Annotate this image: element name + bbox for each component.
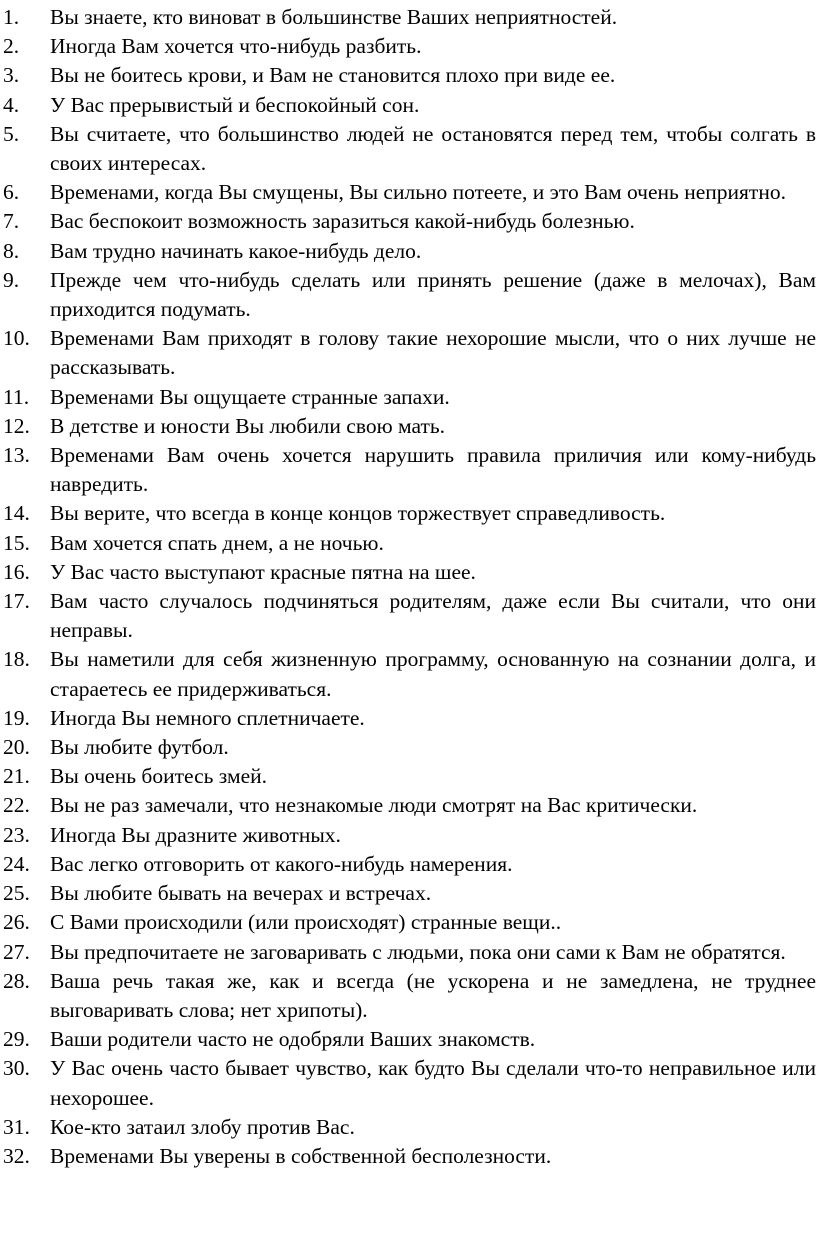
- question-text: Временами Вы ощущаете странные запахи.: [50, 384, 450, 409]
- question-item: [0, 1025, 816, 1054]
- question-item: [0, 879, 816, 908]
- question-text: Вы любите футбол.: [50, 735, 229, 760]
- question-text: Вас легко отговорить от какого-нибудь намерения.: [50, 851, 513, 876]
- question-number: 8.: [3, 238, 20, 263]
- question-text: Временами Вам приходят в голову такие нехорошие мысли, что о них лучше не рассказывать.: [50, 326, 816, 380]
- question-text: В детстве и юности Вы любили свою мать.: [50, 413, 446, 438]
- question-number: 27.: [3, 939, 30, 964]
- question-text: У Вас прерывистый и беспокойный сон.: [50, 92, 420, 117]
- question-text: Вы не раз замечали, что незнакомые люди смотрят на Вас критически.: [50, 793, 698, 818]
- question-number: 17.: [3, 589, 30, 614]
- question-text: Прежде чем что-нибудь сделать или принять решение (даже в мелочах), Вам приходится подумать.: [50, 267, 816, 322]
- question-text: Вам хочется спать днем, а не ночью.: [50, 530, 384, 555]
- question-item: [0, 32, 816, 61]
- question-number: 22.: [3, 793, 30, 818]
- question-item: [0, 908, 816, 937]
- question-item: [0, 412, 816, 441]
- question-item: [0, 207, 816, 236]
- question-number: 11.: [3, 384, 30, 409]
- question-item: [0, 1113, 816, 1142]
- question-item: [0, 441, 816, 499]
- question-number: 18.: [3, 647, 30, 672]
- question-number: 25.: [3, 881, 30, 906]
- question-number: 6.: [3, 180, 20, 205]
- question-number: 9.: [3, 267, 20, 292]
- question-text: У Вас очень часто бывает чувство, как будто Вы сделали что-то неправильное или нехорошее.: [50, 1056, 816, 1110]
- question-number: 10.: [3, 326, 30, 351]
- question-text: Временами Вы уверены в собственной бесполезности.: [50, 1143, 552, 1168]
- question-item: [0, 850, 816, 879]
- question-item: [0, 529, 816, 558]
- question-item: [0, 499, 816, 528]
- question-item: [0, 762, 816, 791]
- question-number: 19.: [3, 705, 30, 730]
- question-text: Вас беспокоит возможность заразиться какой-нибудь болезнью.: [50, 209, 635, 234]
- question-text: Ваши родители часто не одобряли Ваших знакомств.: [50, 1027, 536, 1052]
- question-text: Иногда Вы дразните животных.: [50, 822, 341, 847]
- question-text: Кое-кто затаил злобу против Вас.: [50, 1114, 355, 1139]
- question-item: [0, 61, 816, 90]
- question-item: [0, 967, 816, 1025]
- question-number: 30.: [3, 1056, 30, 1081]
- question-text: Вам трудно начинать какое-нибудь дело.: [50, 238, 422, 263]
- question-text: Временами Вам очень хочется нарушить правила приличия или кому-нибудь навредить.: [50, 443, 816, 497]
- question-item: [0, 120, 816, 178]
- question-text: Временами, когда Вы смущены, Вы сильно потеете, и это Вам очень неприятно.: [50, 180, 786, 205]
- question-number: 23.: [3, 822, 30, 847]
- question-item: [0, 938, 816, 967]
- question-item: [0, 324, 816, 382]
- question-item: [0, 383, 816, 412]
- question-number: 32.: [3, 1143, 30, 1168]
- question-item: [0, 3, 816, 32]
- question-number: 24.: [3, 851, 30, 876]
- question-text: Вам часто случалось подчиняться родителям, даже если Вы считали, что они неправы.: [50, 589, 816, 643]
- question-item: [0, 791, 816, 820]
- question-number: 28.: [3, 968, 30, 993]
- question-list: [0, 3, 816, 1171]
- question-text: Вы очень боитесь змей.: [50, 764, 268, 789]
- question-item: [0, 91, 816, 120]
- question-item: [0, 645, 816, 703]
- question-text: Вы считаете, что большинство людей не остановятся перед тем, чтобы солгать в своих интересах.: [50, 121, 816, 176]
- question-item: [0, 1142, 816, 1171]
- question-number: 4.: [3, 92, 20, 117]
- question-text: Вы любите бывать на вечерах и встречах.: [50, 881, 432, 906]
- question-item: [0, 821, 816, 850]
- question-number: 21.: [3, 764, 30, 789]
- question-number: 14.: [3, 501, 30, 526]
- question-text: Иногда Вам хочется что-нибудь разбить.: [50, 34, 422, 59]
- question-text: Вы не боитесь крови, и Вам не становится плохо при виде ее.: [50, 63, 616, 88]
- question-text: Вы верите, что всегда в конце концов торжествует справедливость.: [50, 501, 666, 526]
- question-text: Ваша речь такая же, как и всегда (не ускорена и не замедлена, не труднее выговаривать слова; нет хрипоты).: [50, 968, 816, 1022]
- question-text: Вы знаете, кто виноват в большинстве Ваших неприятностей.: [50, 5, 618, 29]
- question-number: 2.: [3, 34, 20, 59]
- question-number: 15.: [3, 530, 30, 555]
- question-number: 26.: [3, 910, 30, 935]
- question-number: 20.: [3, 735, 30, 760]
- question-item: [0, 587, 816, 645]
- question-number: 3.: [3, 63, 20, 88]
- question-number: 1.: [3, 5, 20, 29]
- question-number: 16.: [3, 559, 30, 584]
- question-item: [0, 704, 816, 733]
- question-text: С Вами происходили (или происходят) странные вещи..: [50, 910, 562, 935]
- question-number: 13.: [3, 443, 30, 468]
- question-item: [0, 1054, 816, 1112]
- question-number: 5.: [3, 121, 20, 146]
- question-item: [0, 558, 816, 587]
- question-number: 31.: [3, 1114, 30, 1139]
- question-text: Иногда Вы немного сплетничаете.: [50, 705, 365, 730]
- question-item: [0, 178, 816, 207]
- question-item: [0, 733, 816, 762]
- question-number: 7.: [3, 209, 20, 234]
- question-number: 29.: [3, 1027, 30, 1052]
- question-item: [0, 266, 816, 324]
- question-text: Вы наметили для себя жизненную программу, основанную на сознании долга, и стараетесь ее придерживаться.: [50, 647, 816, 701]
- question-text: Вы предпочитаете не заговаривать с людьми, пока они сами к Вам не обратятся.: [50, 939, 786, 964]
- question-item: [0, 237, 816, 266]
- question-number: 12.: [3, 413, 30, 438]
- question-text: У Вас часто выступают красные пятна на шее.: [50, 559, 476, 584]
